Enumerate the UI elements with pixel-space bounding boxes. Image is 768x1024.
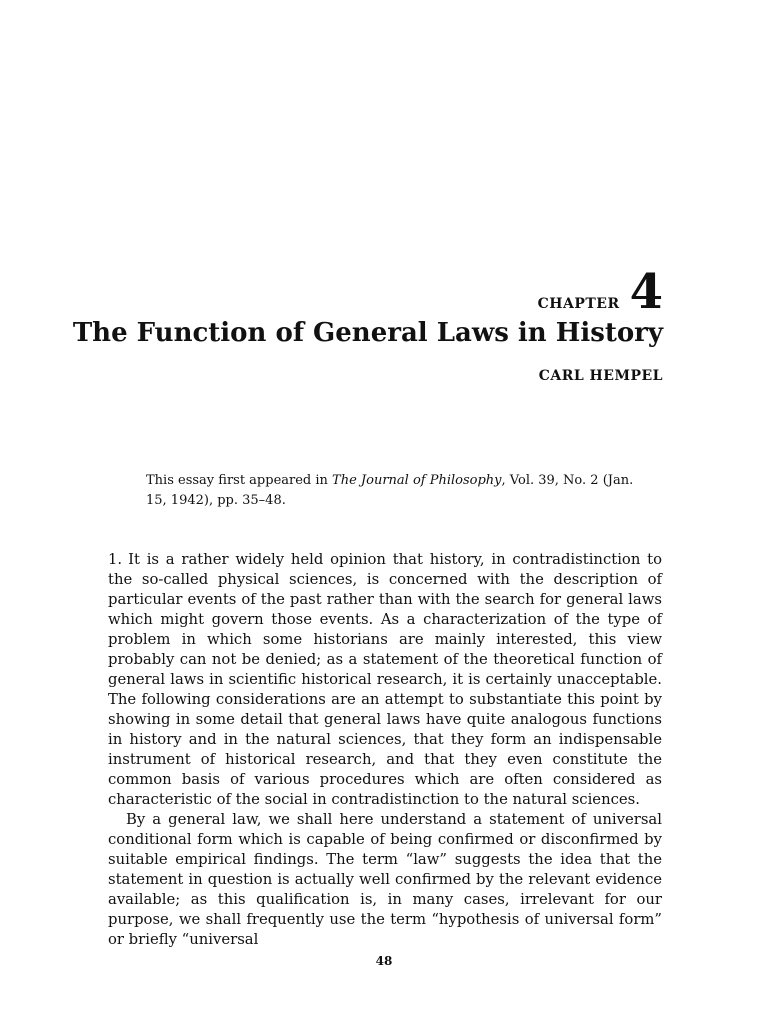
paragraph-1 xyxy=(108,550,662,810)
body-text xyxy=(108,550,662,950)
paragraph-1-text: It is a rather widely held opinion that history, in contradistinction to the so-called physical sciences, is concerned with the description of particular events of the past rather than with the search for general laws which might govern those events. As a characterization of the type of problem in which some historians are mainly interested, this view probably can not be denied; as a statement of the theoretical function of general laws in scientific historical research, it is certainly unacceptable. The following considerations are an attempt to substantiate this point by showing in some detail that general laws have quite analogous functions in history and in the natural sciences, that they form an indispensable instrument of historical research, and that they even constitute the common basis of various procedures which are often considered as characteristic of the social in contradistinction to the natural sciences. xyxy=(108,551,662,808)
source-note xyxy=(146,471,656,511)
paragraph-2: By a general law, we shall here understand a statement of universal conditional form which is capable of being confirmed or disconfirmed by suitable empirical findings. The term “law” suggests the idea that the statement in question is actually well confirmed by the relevant evidence available; as this qualification is, in many cases, irrelevant for our purpose, we shall frequently use the term “hypothesis of universal form” or briefly “universal xyxy=(108,811,662,948)
chapter-number: 4 xyxy=(629,264,663,320)
chapter-title: The Function of General Laws in History xyxy=(72,318,663,348)
author-name: CARL HEMPEL xyxy=(538,368,663,384)
section-number: 1. xyxy=(108,551,123,568)
page-number: 48 xyxy=(375,954,393,968)
chapter-heading xyxy=(537,264,663,320)
chapter-label: CHAPTER xyxy=(537,296,620,312)
journal-name: The Journal of Philosophy xyxy=(332,473,502,488)
source-note-pre: This essay first appeared in xyxy=(146,473,333,488)
source-note-post: , Vol. 39, No. 2 (Jan. 15, 1942), pp. 35–48. xyxy=(146,473,634,508)
